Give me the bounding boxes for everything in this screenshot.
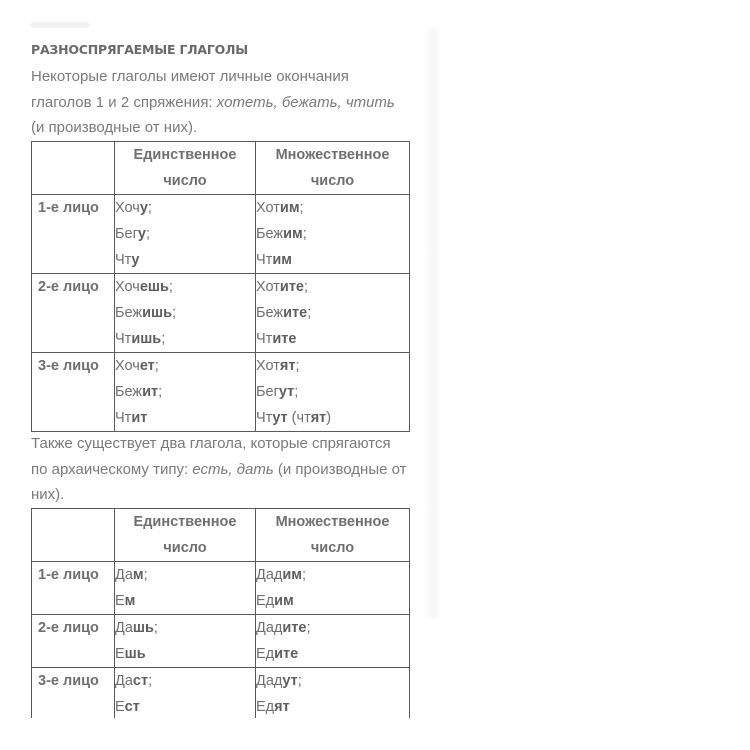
verb-ending: ешь bbox=[139, 279, 169, 295]
verb-punct: ; bbox=[307, 305, 312, 321]
verb-form bbox=[115, 274, 255, 300]
verb-ending: ет bbox=[139, 358, 155, 374]
verb-stem: Чт bbox=[115, 410, 132, 426]
faint-header-mark bbox=[30, 22, 90, 28]
header-cell bbox=[32, 142, 115, 195]
plural-cell bbox=[256, 195, 410, 274]
verb-stem: Хот bbox=[256, 279, 280, 295]
person-cell bbox=[32, 562, 115, 615]
verb-ending: ят bbox=[279, 358, 296, 374]
table-row bbox=[32, 195, 410, 274]
verb-stem: Беж bbox=[256, 226, 284, 242]
verb-stem: Е bbox=[115, 593, 125, 609]
verb-form bbox=[115, 615, 255, 641]
verb-stem: Е bbox=[115, 699, 125, 715]
person-label: 1-е лицо bbox=[38, 200, 99, 216]
singular-cell bbox=[115, 562, 256, 615]
header-row bbox=[32, 509, 410, 562]
verb-punct: ; bbox=[143, 567, 148, 583]
verb-ending: им bbox=[274, 593, 294, 609]
verb-stem: Ед bbox=[256, 646, 275, 662]
verb-form bbox=[115, 668, 255, 694]
verb-ending: ст bbox=[132, 673, 149, 689]
verb-stem: Да bbox=[115, 673, 133, 689]
verb-punct: ; bbox=[147, 200, 152, 216]
verb-form bbox=[115, 300, 255, 326]
table-row bbox=[32, 668, 410, 719]
verb-stem: Чт bbox=[115, 331, 132, 347]
conjugation-table-2 bbox=[31, 508, 410, 718]
verb-ending: ут bbox=[272, 410, 288, 426]
verb-stem: Беж bbox=[115, 305, 143, 321]
verb-punct: ; bbox=[153, 620, 158, 636]
verb-form bbox=[115, 247, 255, 273]
verb-punct: ; bbox=[154, 358, 159, 374]
verb-punct: ; bbox=[172, 305, 177, 321]
intro-examples: хотеть, бежать, чтить bbox=[216, 93, 395, 111]
verb-stem: Беж bbox=[256, 305, 284, 321]
verb-ending: шь bbox=[132, 620, 154, 636]
verb-ending: м bbox=[124, 593, 136, 609]
verb-ending: ишь bbox=[142, 305, 173, 321]
verb-stem: Хоч bbox=[115, 279, 140, 295]
verb-punct: ; bbox=[158, 384, 163, 400]
verb-punct: ; bbox=[145, 226, 150, 242]
verb-ending: у bbox=[139, 200, 148, 216]
verb-ending: им bbox=[279, 200, 300, 216]
plural-cell bbox=[256, 274, 410, 353]
verb-ending: ите bbox=[272, 331, 297, 347]
verb-ending: ите bbox=[282, 620, 307, 636]
verb-form bbox=[115, 195, 255, 221]
verb-stem: Дад bbox=[256, 673, 283, 689]
verb-stem: Да bbox=[115, 567, 133, 583]
verb-stem: Хоч bbox=[115, 200, 140, 216]
table-row bbox=[32, 353, 410, 432]
verb-stem: Е bbox=[115, 646, 125, 662]
verb-punct: ; bbox=[294, 384, 299, 400]
verb-stem: Дад bbox=[256, 620, 283, 636]
verb-form bbox=[115, 221, 255, 247]
singular-cell bbox=[115, 195, 256, 274]
verb-ending: ит bbox=[131, 410, 148, 426]
verb-punct: ; bbox=[161, 331, 166, 347]
verb-ending: у bbox=[137, 226, 146, 242]
plural-cell bbox=[256, 668, 410, 719]
verb-stem: Хот bbox=[256, 200, 280, 216]
verb-stem: Чт bbox=[115, 252, 132, 268]
singular-cell bbox=[115, 615, 256, 668]
verb-punct: ; bbox=[148, 673, 153, 689]
plural-cell bbox=[256, 353, 410, 432]
intro-text-2: (и производные от них). bbox=[31, 119, 198, 136]
verb-form bbox=[256, 195, 409, 221]
verb-ending: ит bbox=[142, 384, 159, 400]
verb-stem: Да bbox=[115, 620, 133, 636]
verb-form bbox=[256, 405, 409, 431]
person-label: 3-е лицо bbox=[38, 673, 99, 689]
verb-note: (чт bbox=[287, 410, 311, 426]
singular-cell bbox=[115, 274, 256, 353]
conjugation-table-1 bbox=[31, 141, 410, 432]
verb-ending: ите bbox=[274, 646, 299, 662]
person-cell bbox=[32, 668, 115, 719]
verb-ending: им bbox=[282, 567, 302, 583]
intro-text-1: Некоторые глаголы имеют личные окончания глаголов 1 и 2 спряжения: bbox=[31, 68, 349, 111]
verb-form bbox=[256, 694, 409, 718]
verb-form bbox=[256, 379, 409, 405]
person-label: 2-е лицо bbox=[38, 620, 99, 636]
verb-form bbox=[256, 353, 409, 379]
table-row bbox=[32, 562, 410, 615]
verb-form bbox=[115, 405, 255, 431]
person-cell bbox=[32, 353, 115, 432]
verb-stem: Хот bbox=[256, 358, 280, 374]
verb-stem: Дад bbox=[256, 567, 283, 583]
verb-punct: ; bbox=[297, 673, 302, 689]
verb-punct: ; bbox=[295, 358, 300, 374]
middle-text-2: (и производные от них). bbox=[31, 460, 407, 503]
header-cell bbox=[32, 509, 115, 562]
person-label: 3-е лицо bbox=[38, 358, 99, 374]
singular-cell bbox=[115, 353, 256, 432]
verb-note-ending: ят bbox=[310, 410, 327, 426]
verb-stem: Чт bbox=[256, 410, 273, 426]
verb-stem: Чт bbox=[256, 252, 273, 268]
verb-form bbox=[256, 615, 409, 641]
section-heading: РАЗНОСПРЯГАЕМЫЕ ГЛАГОЛЫ bbox=[31, 42, 249, 57]
verb-punct: ; bbox=[306, 620, 311, 636]
verb-ending: ут bbox=[278, 384, 295, 400]
person-label: 1-е лицо bbox=[38, 567, 99, 583]
verb-ending: ишь bbox=[131, 331, 162, 347]
person-cell bbox=[32, 615, 115, 668]
header-cell: Множественное число bbox=[256, 509, 410, 562]
verb-note-close: ) bbox=[326, 410, 332, 426]
verb-stem: Бег bbox=[256, 384, 279, 400]
verb-form bbox=[256, 326, 409, 352]
middle-text-1: Также существует два глагола, которые спрягаются по архаическому типу: bbox=[31, 435, 391, 478]
verb-stem: Беж bbox=[115, 384, 143, 400]
person-label: 2-е лицо bbox=[38, 279, 99, 295]
singular-cell bbox=[115, 668, 256, 719]
verb-stem: Бег bbox=[115, 226, 138, 242]
verb-ending: м bbox=[132, 567, 144, 583]
verb-form bbox=[115, 353, 255, 379]
page-edge-shadow bbox=[424, 28, 442, 618]
verb-ending: ст bbox=[124, 699, 140, 715]
verb-form bbox=[256, 300, 409, 326]
verb-form bbox=[256, 562, 409, 588]
verb-form bbox=[115, 326, 255, 352]
verb-stem: Ед bbox=[256, 699, 275, 715]
verb-form bbox=[115, 588, 255, 614]
verb-form bbox=[256, 588, 409, 614]
verb-punct: ; bbox=[302, 226, 307, 242]
verb-punct: ; bbox=[302, 567, 307, 583]
verb-ending: им bbox=[283, 226, 303, 242]
verb-stem: Ед bbox=[256, 593, 275, 609]
verb-form bbox=[256, 274, 409, 300]
middle-examples: есть, дать bbox=[192, 460, 274, 478]
verb-stem: Хоч bbox=[115, 358, 140, 374]
verb-form bbox=[256, 668, 409, 694]
verb-ending: шь bbox=[124, 646, 146, 662]
verb-ending: им bbox=[272, 252, 292, 268]
verb-form bbox=[256, 247, 409, 273]
verb-stem: Чт bbox=[256, 331, 273, 347]
person-cell bbox=[32, 195, 115, 274]
header-cell: Единственное число bbox=[115, 509, 256, 562]
plural-cell bbox=[256, 562, 410, 615]
header-cell: Единственное число bbox=[115, 142, 256, 195]
person-cell bbox=[32, 274, 115, 353]
middle-paragraph bbox=[31, 431, 411, 508]
verb-ending: ят bbox=[274, 699, 290, 715]
header-row bbox=[32, 142, 410, 195]
table-row bbox=[32, 274, 410, 353]
verb-ending: у bbox=[131, 252, 140, 268]
verb-form bbox=[115, 562, 255, 588]
verb-form bbox=[256, 221, 409, 247]
verb-form bbox=[256, 641, 409, 667]
verb-ending: ите bbox=[279, 279, 304, 295]
verb-punct: ; bbox=[299, 200, 304, 216]
plural-cell bbox=[256, 615, 410, 668]
table-row bbox=[32, 615, 410, 668]
verb-punct: ; bbox=[168, 279, 173, 295]
verb-form bbox=[115, 379, 255, 405]
header-cell: Множественное число bbox=[256, 142, 410, 195]
intro-paragraph bbox=[31, 64, 411, 141]
verb-ending: ите bbox=[283, 305, 308, 321]
verb-punct: ; bbox=[304, 279, 309, 295]
verb-ending: ут bbox=[282, 673, 298, 689]
verb-form bbox=[115, 641, 255, 667]
verb-form bbox=[115, 694, 255, 718]
